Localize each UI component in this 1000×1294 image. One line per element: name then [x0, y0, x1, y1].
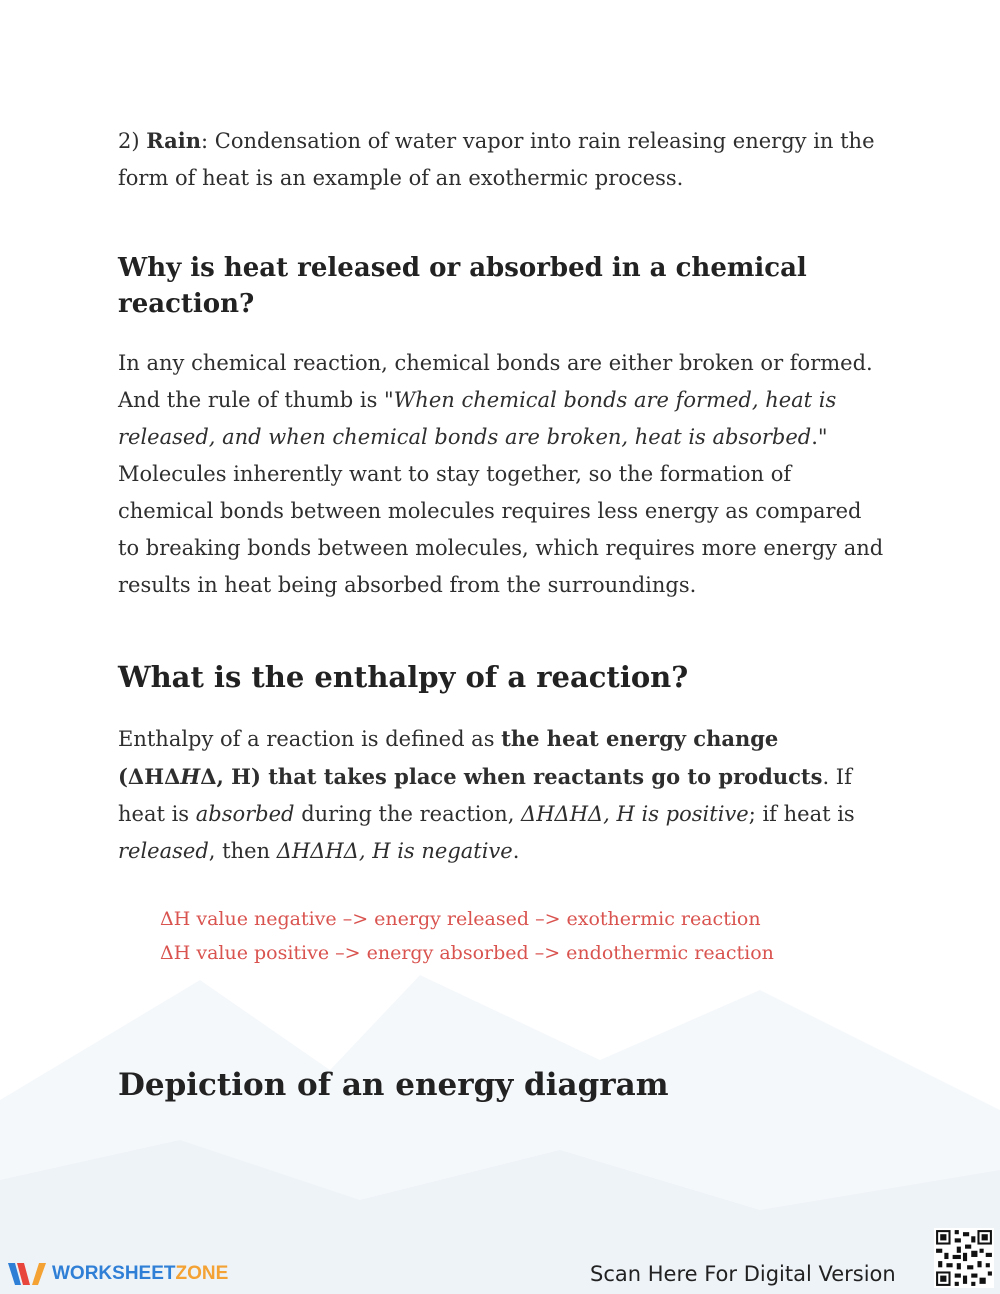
worksheetzone-logo[interactable] — [8, 1256, 228, 1292]
enthalpy-paragraph — [118, 720, 888, 870]
rain-paragraph — [118, 122, 888, 197]
why-quote: When chemical bonds are formed, heat is released, and when chemical bonds are broken, heat is absorbed — [118, 388, 837, 449]
absorbed-term: absorbed — [195, 802, 295, 826]
enthalpy-text-4: ; if heat is — [748, 802, 855, 826]
why-text-2: ." Molecules inherently want to stay together, so the formation of chemical bonds between molecules requires less energy as compared to breaking bonds between molecules, which requires more energy and results in heat being absorbed from the surroundings. — [118, 425, 884, 597]
definition-part-2: Δ, H) that takes place when reactants go to products — [200, 764, 823, 789]
depiction-heading: Depiction of an energy diagram — [118, 1067, 669, 1103]
logo-text — [52, 1263, 228, 1285]
rain-text: : Condensation of water vapor into rain releasing energy in the form of heat is an example of an exothermic process. — [118, 129, 875, 190]
enthalpy-text-1: Enthalpy of a reaction is defined as — [118, 727, 502, 751]
worksheetzone-logo-icon — [8, 1259, 46, 1289]
logo-text-zone: ZONE — [175, 1263, 229, 1284]
rule-positive: ΔH value positive –> energy absorbed –> endothermic reaction — [160, 942, 774, 964]
enthalpy-rules — [160, 902, 774, 970]
negative-term: ΔHΔHΔ, H is negative — [276, 839, 513, 863]
qr-code-icon[interactable] — [934, 1228, 994, 1288]
why-text-1: In any chemical reaction, chemical bonds are either broken or formed. And the rule of thumb is " — [118, 351, 873, 412]
list-number: 2) — [118, 129, 147, 153]
logo-text-worksheet: WORKSHEET — [52, 1263, 176, 1284]
positive-term: ΔHΔHΔ, H is positive — [521, 802, 749, 826]
enthalpy-text-6: . — [512, 839, 520, 863]
definition-part-1: the heat energy change (ΔHΔ — [118, 726, 779, 789]
definition-italic: H — [180, 764, 201, 789]
enthalpy-text-3: during the reaction, — [294, 802, 522, 826]
rain-term: Rain — [146, 128, 202, 153]
enthalpy-text-5: , then — [208, 839, 277, 863]
scan-label: Scan Here For Digital Version — [590, 1262, 896, 1286]
why-paragraph — [118, 345, 888, 604]
why-heading: Why is heat released or absorbed in a chemical reaction? — [118, 253, 807, 319]
enthalpy-heading: What is the enthalpy of a reaction? — [118, 660, 689, 694]
released-term: released — [118, 839, 209, 863]
enthalpy-text-2: . If heat is — [118, 765, 852, 826]
rule-negative: ΔH value negative –> energy released –> exothermic reaction — [160, 908, 761, 930]
